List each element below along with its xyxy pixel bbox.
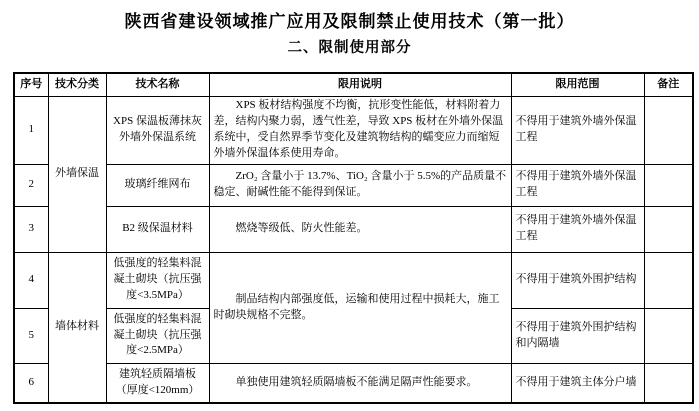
cell-tech-name: 玻璃纤维网布 [106,164,209,206]
page-title: 陕西省建设领域推广应用及限制禁止使用技术（第一批） [124,12,575,31]
cell-remarks [644,308,693,363]
cell-category-wall-materials: 墙体材料 [48,252,106,403]
cell-serial-number: 5 [14,308,48,363]
restriction-desc-text: 制品结构内部强度低，运输和使用过程中损耗大，施工时砌块规格不完整。 [213,292,500,321]
cell-remarks [644,96,693,164]
restriction-desc-text: XPS 板材结构强度不均衡，抗形变性能低，材料附着力差，结构内聚力弱，透气性差，导致 XPS 板材在外墙外保温系统中，受自然界季节变化及建筑物结构的蠕变应力而缩短外墙外保温体系使用寿命。 [213,99,504,159]
cell-serial-number: 4 [14,252,48,308]
table-row [14,363,693,403]
cell-tech-name: 低强度的轻集料混凝土砌块（抗压强度<2.5MPa） [106,308,209,363]
cell-remarks [644,206,693,252]
restricted-technologies-table [13,72,694,404]
header-tech-category: 技术分类 [48,73,106,96]
header-restriction-scope: 限用范围 [511,73,644,96]
cell-category-exterior-wall-insulation: 外墙保温 [48,96,106,252]
cell-serial-number: 6 [14,363,48,403]
cell-restriction-scope: 不得用于建筑主体分户墙 [511,363,644,403]
table-row [14,206,693,252]
table-row [14,252,693,308]
page-subtitle: 二、限制使用部分 [287,40,412,56]
cell-restriction-desc-merged [209,252,511,363]
restriction-desc-text: ZrO₂ 含量小于 13.7%、TiO₂ 含量小于 5.5%的产品质量不稳定、耐碱性能不能得到保证。 [213,170,507,198]
cell-restriction-desc [209,206,511,252]
restriction-desc-text: 燃烧等级低、防火性能差。 [235,222,368,235]
cell-remarks [644,363,693,403]
cell-serial-number: 1 [14,96,48,164]
header-remarks: 备注 [644,73,693,96]
header-tech-name: 技术名称 [106,73,209,96]
cell-restriction-scope: 不得用于建筑外墙外保温工程 [511,164,644,206]
restriction-desc-text: 单独使用建筑轻质隔墙板不能满足隔声性能要求。 [235,375,478,388]
cell-restriction-desc [209,164,511,206]
cell-tech-name: 建筑轻质隔墙板（厚度<120mm） [106,363,209,403]
header-serial-number: 序号 [14,73,48,96]
cell-restriction-scope: 不得用于建筑外墙外保温工程 [511,96,644,164]
table-row [14,96,693,164]
cell-serial-number: 3 [14,206,48,252]
cell-restriction-desc [209,363,511,403]
cell-restriction-scope: 不得用于建筑外围护结构 [511,252,644,308]
cell-restriction-desc [209,96,511,164]
cell-remarks [644,252,693,308]
cell-serial-number: 2 [14,164,48,206]
cell-tech-name: 低强度的轻集料混凝土砌块（抗压强度<3.5MPa） [106,252,209,308]
cell-restriction-scope: 不得用于建筑外围护结构和内隔墙 [511,308,644,363]
cell-tech-name: B2 级保温材料 [106,206,209,252]
header-restriction-desc: 限用说明 [209,73,511,96]
table-row [14,164,693,206]
table-header-row [14,73,693,96]
cell-restriction-scope: 不得用于建筑外墙外保温工程 [511,206,644,252]
cell-remarks [644,164,693,206]
cell-tech-name: XPS 保温板薄抹灰外墙外保温系统 [106,96,209,164]
